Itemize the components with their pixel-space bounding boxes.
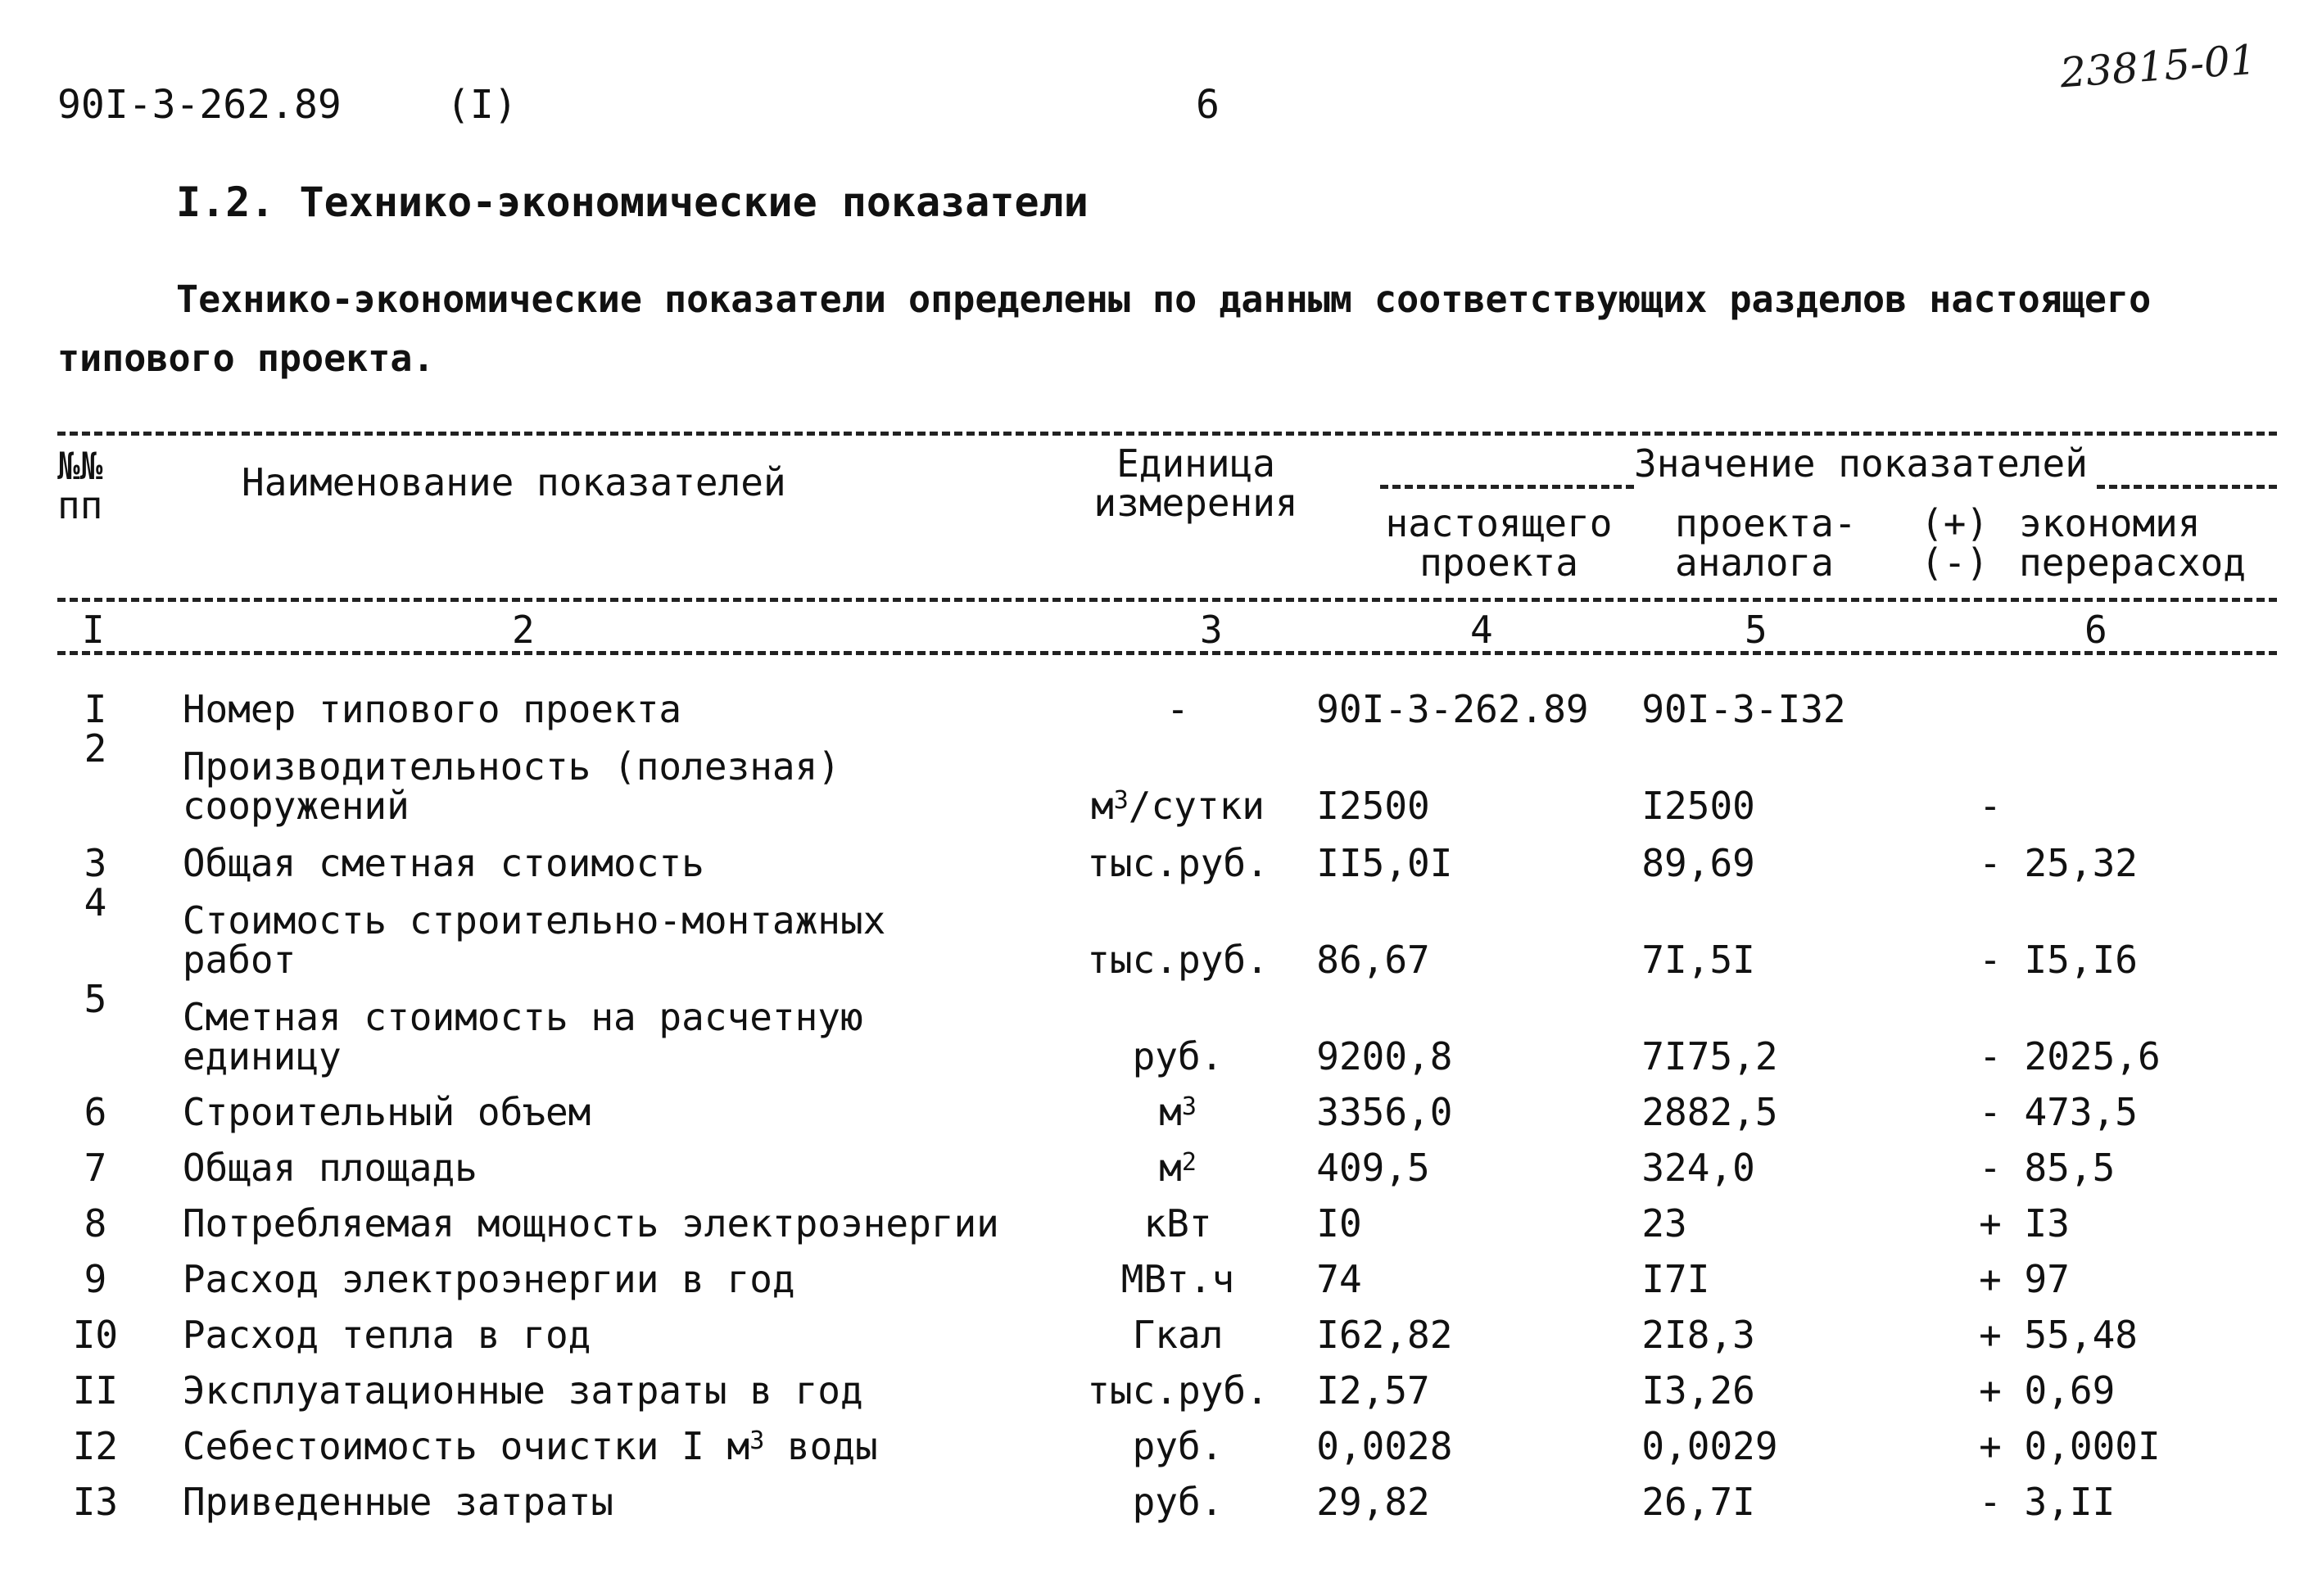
table-row: 4 Стоимость строительно-монтажных работ тыс.руб. 86,67 7I,5I - I5,I6 <box>84 880 2138 982</box>
values-group-rule-right <box>2097 485 2277 489</box>
table-row: I Номер типового проекта - 90I-3-262.89 90I-3-I32 <box>84 687 1846 731</box>
header-difference: экономия перерасход <box>2019 501 2246 585</box>
column-number-2: 2 <box>512 608 535 652</box>
table-row: I2 Себестоимость очистки I $м^3$ воды руб. 0,0028 0,0029 + 0,000I <box>72 1424 2161 1468</box>
document-code: 90I-3-262.89 <box>57 82 342 128</box>
table-row: 8 Потребляемая мощность электроэнергии кВт I0 23 + I3 <box>84 1201 2070 1246</box>
header-analog-project: проекта- аналога <box>1675 501 1857 585</box>
table-row: 9 Расход электроэнергии в год МВт.ч 74 I7I + 97 <box>84 1257 2070 1301</box>
document-part: (I) <box>446 82 518 128</box>
column-number-1: I <box>82 608 105 652</box>
header-values-group: Значение показателей <box>1634 441 2088 486</box>
indicators-table <box>57 671 2277 1524</box>
handwritten-stamp: 23815-01 <box>2058 35 2258 97</box>
table-row: 5 Сметная стоимость на расчетную единицу руб. 9200,8 7I75,2 - 2025,6 <box>84 977 2161 1078</box>
values-group-rule-left <box>1380 485 1634 489</box>
intro-paragraph <box>57 270 2269 388</box>
header-name: Наименование показателей <box>242 460 786 504</box>
table-row: 2 Производительность (полезная) сооружений $м^3$/сутки I2500 I2500 - <box>84 726 2002 828</box>
table-row: I3 Приведенные затраты руб. 29,82 26,7I - 3,II <box>72 1480 2116 1524</box>
column-number-6: 6 <box>2084 608 2107 652</box>
column-number-5: 5 <box>1745 608 1768 652</box>
table-row: 6 Строительный объем $м^3$ 3356,0 2882,5 - 473,5 <box>84 1090 2138 1134</box>
table-top-rule <box>57 432 2277 436</box>
table-row: I0 Расход тепла в год Гкал I62,82 2I8,3 + 55,48 <box>72 1313 2138 1357</box>
header-current-project: настоящего проекта <box>1385 501 1613 585</box>
header-bottom-rule <box>57 598 2277 602</box>
table-row: 3 Общая сметная стоимость тыс.руб. II5,0I 89,69 - 25,32 <box>84 841 2138 885</box>
column-number-4: 4 <box>1470 608 1493 652</box>
section-title: I.2. Технико-экономические показатели <box>176 179 1089 226</box>
intro-line-2: типового проекта. <box>57 337 435 380</box>
table-row: 7 Общая площадь $м^2$ 409,5 324,0 - 85,5 <box>84 1146 2116 1190</box>
column-number-3: 3 <box>1200 608 1223 652</box>
column-numbers-rule <box>57 651 2277 655</box>
header-sign: (+) (-) <box>1921 501 1989 585</box>
table-row: II Эксплуатационные затраты в год тыс.руб. I2,57 I3,26 + 0,69 <box>72 1368 2116 1413</box>
header-unit: Единица измерения <box>1093 441 1298 525</box>
header-num: №№ пп <box>57 444 103 527</box>
intro-line-1: Технико-экономические показатели определены по данным соответствующих разделов настоящего <box>176 278 2152 321</box>
page-number: 6 <box>1196 82 1220 128</box>
